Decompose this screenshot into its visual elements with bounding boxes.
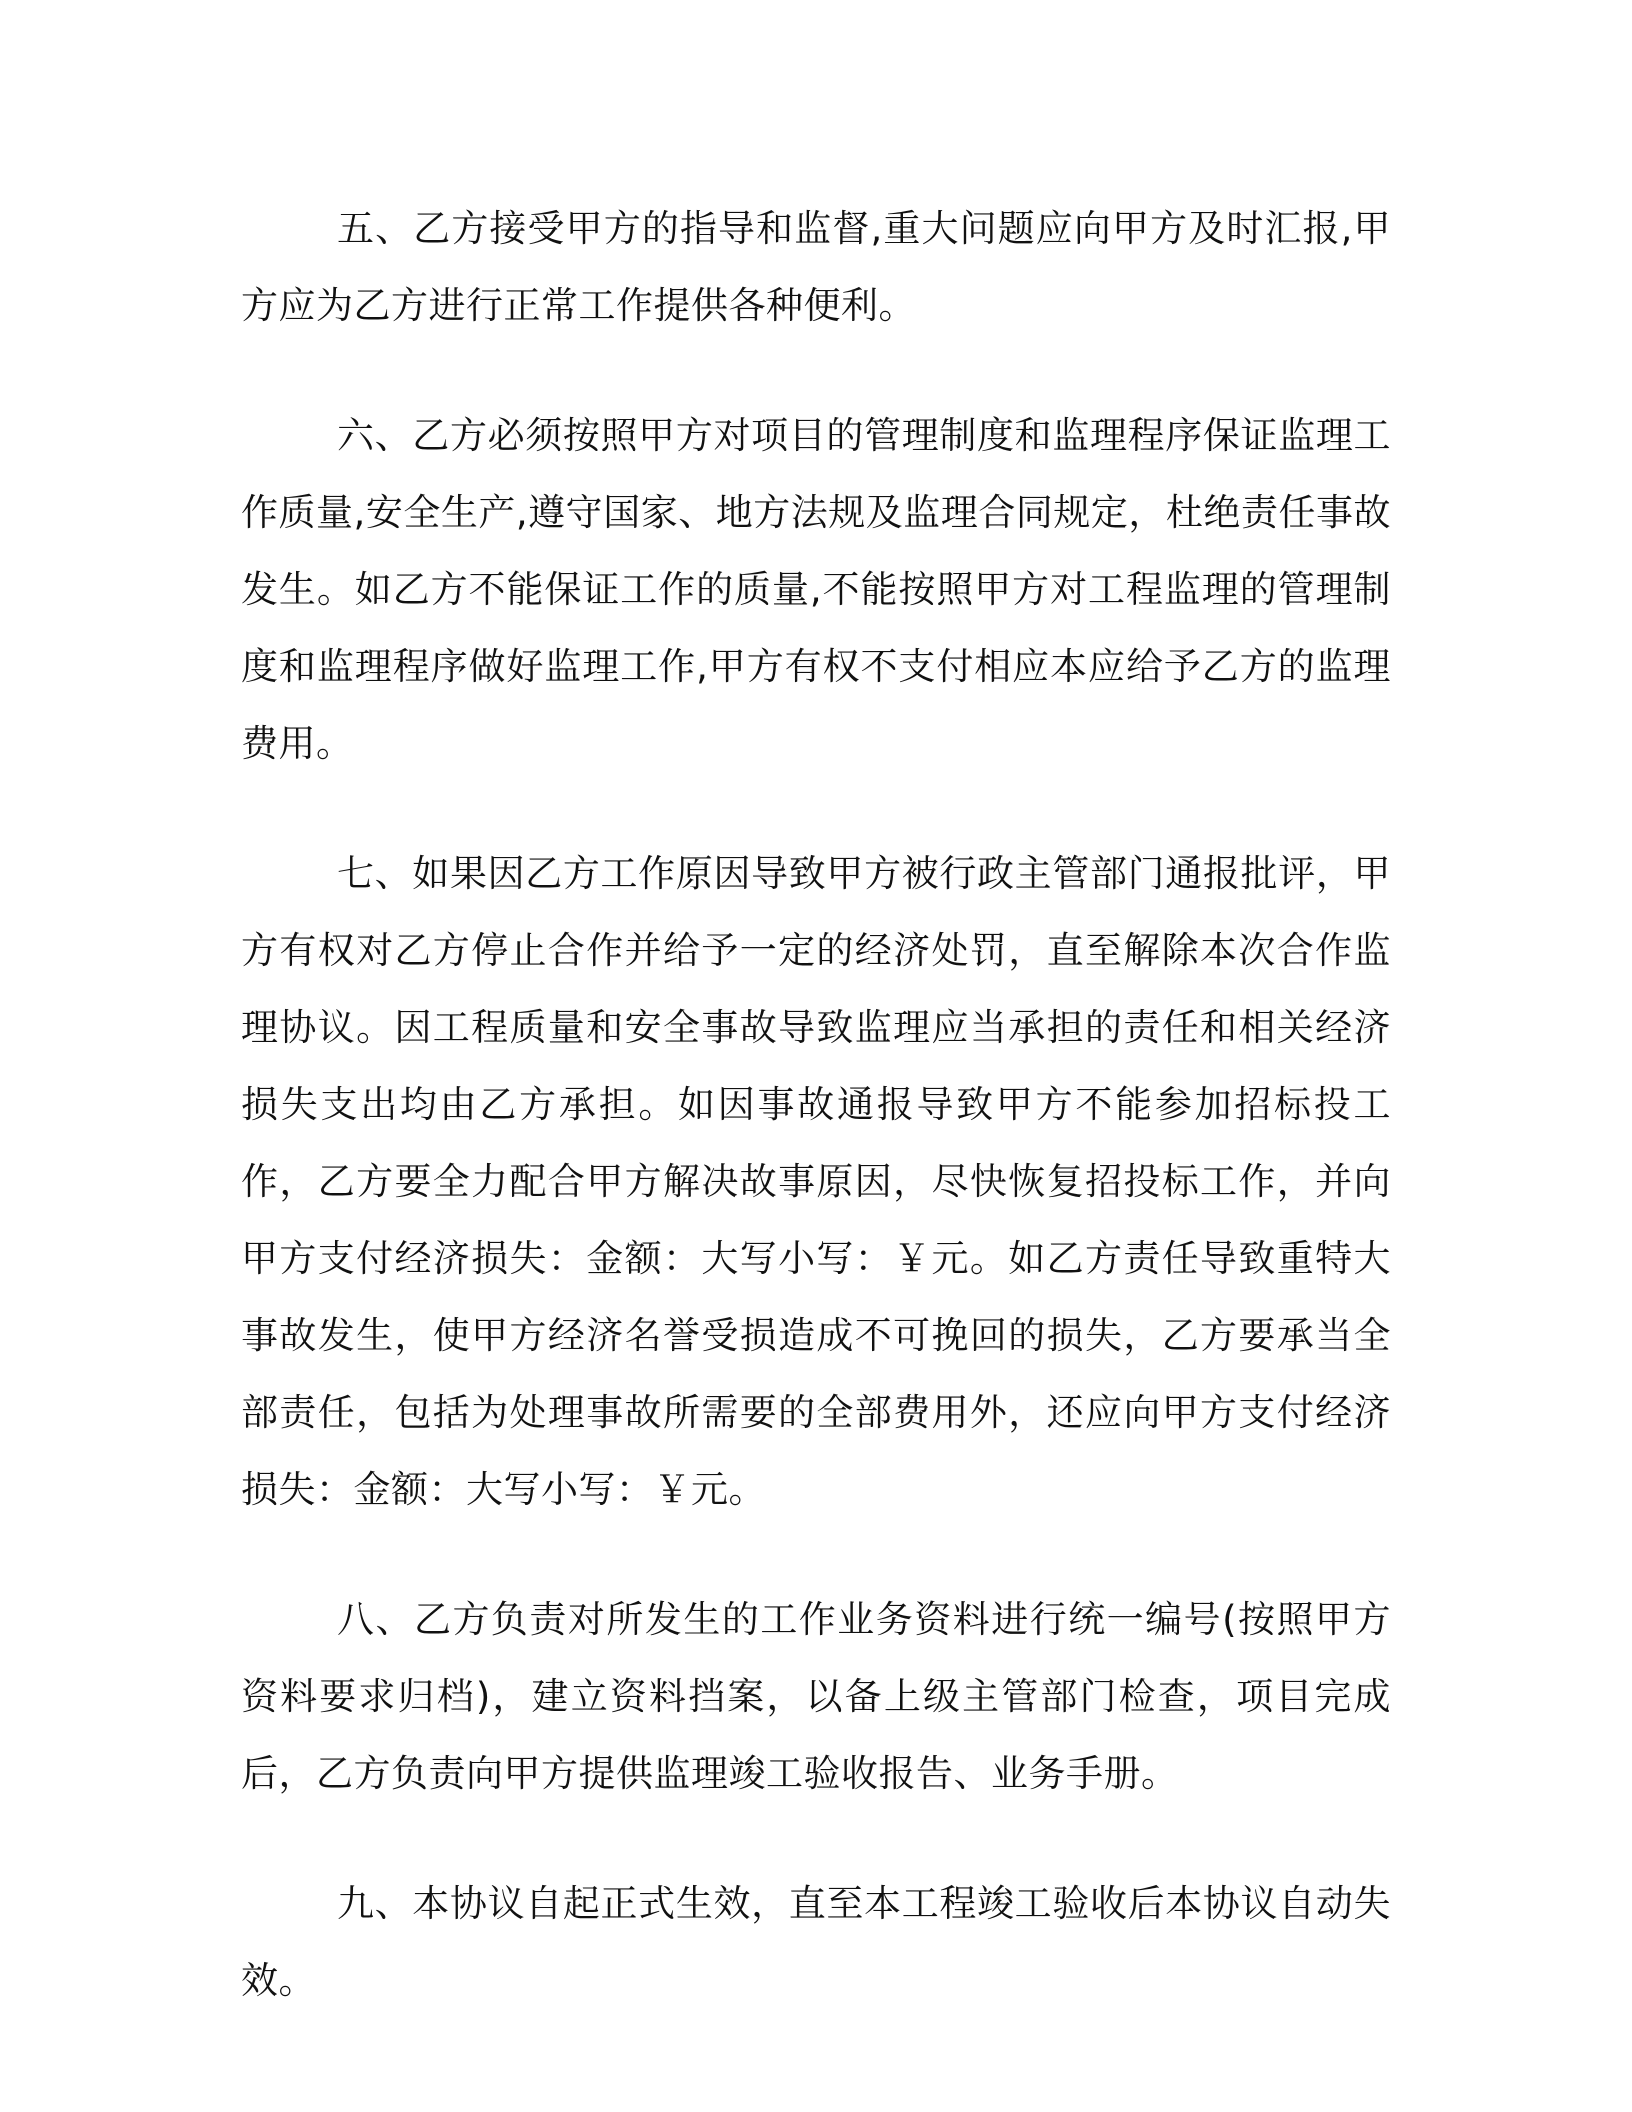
document-body: [241, 190, 1391, 2072]
clause-five-paragraph: 五、乙方接受甲方的指导和监督,重大问题应向甲方及时汇报,甲方应为乙方进行正常工作提供各种便利。: [241, 207, 1391, 327]
clause-seven-paragraph: 七、如果因乙方工作原因导致甲方被行政主管部门通报批评，甲方有权对乙方停止合作并给予一定的经济处罚，直至解除本次合作监理协议。因工程质量和安全事故导致监理应当承担的责任和相关经济损失支出均由乙方承担。如因事故通报导致甲方不能参加招标投工作，乙方要全力配合甲方解决故事原因，尽快恢复招投标工作，并向甲方支付经济损失：金额：大写小写：￥元。如乙方责任导致重特大事故发生，使甲方经济名誉受损造成不可挽回的损失，乙方要承当全部责任，包括为处理事故所需要的全部费用外，还应向甲方支付经济损失：金额：大写小写：￥元。: [241, 852, 1391, 1511]
clause-six-paragraph: 六、乙方必须按照甲方对项目的管理制度和监理程序保证监理工作质量,安全生产,遵守国家、地方法规及监理合同规定，杜绝责任事故发生。如乙方不能保证工作的质量,不能按照甲方对工程监理的管理制度和监理程序做好监理工作,甲方有权不支付相应本应给予乙方的监理费用。: [241, 414, 1391, 765]
clause-nine-paragraph: 九、本协议自起正式生效，直至本工程竣工验收后本协议自动失效。: [241, 1882, 1391, 2002]
clause-eight-paragraph: 八、乙方负责对所发生的工作业务资料进行统一编号(按照甲方资料要求归档)，建立资料挡案，以备上级主管部门检查，项目完成后，乙方负责向甲方提供监理竣工验收报告、业务手册。: [241, 1598, 1391, 1795]
